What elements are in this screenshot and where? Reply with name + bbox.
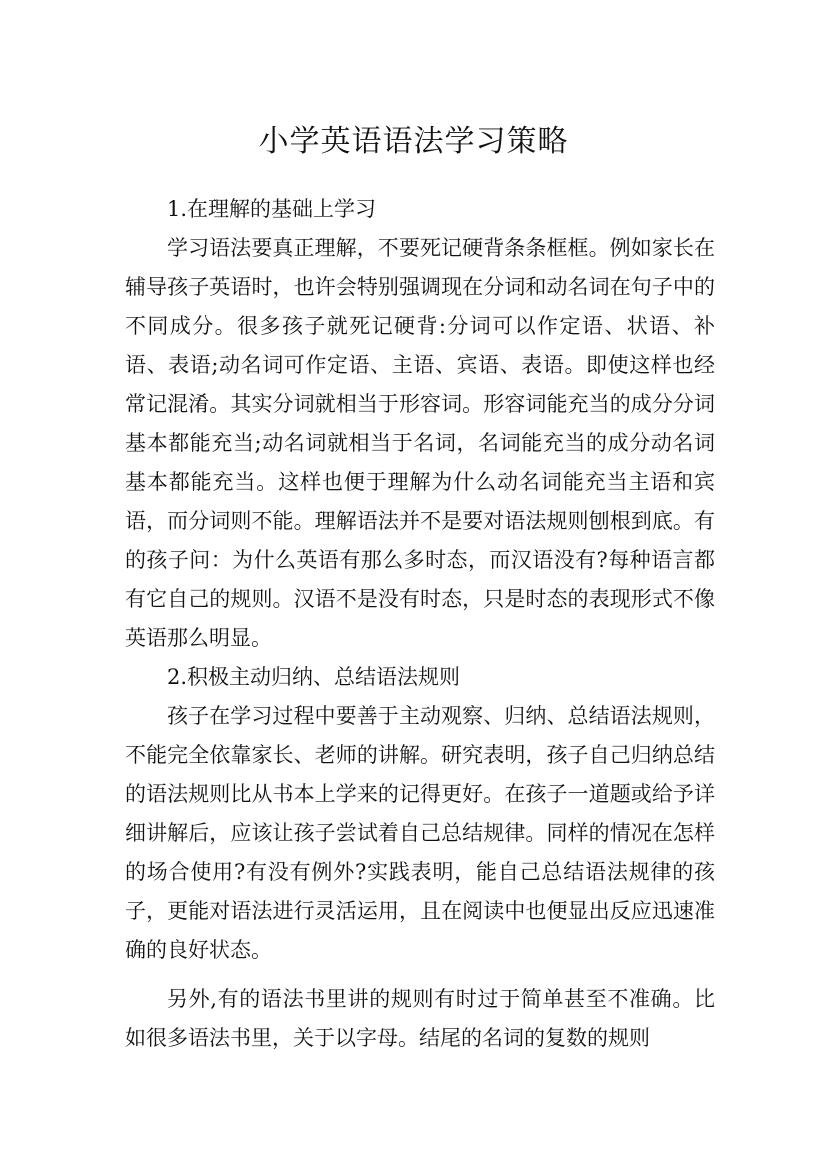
paragraph-gap xyxy=(125,970,715,980)
body-paragraph-1: 学习语法要真正理解，不要死记硬背条条框框。例如家长在辅导孩子英语时，也许会特别强调现在分词和动名词在句子中的不同成分。很多孩子就死记硬背:分词可以作定语、状语、补语、表语;动名词可作定语、主语、宾语、表语。即使这样也经常记混淆。其实分词就相当于形容词。形容词能充当的成分分词基本都能充当;动名词就相当于名词，名词能充当的成分动名词基本都能充当。这样也便于理解为什么动名词能充当主语和宾语，而分词则不能。理解语法并不是要对语法规则刨根到底。有的孩子问：为什么英语有那么多时态，而汉语没有?每种语言都有它自己的规则。汉语不是没有时态，只是时态的表现形式不像英语那么明显。 xyxy=(125,236,715,650)
body-paragraph-2: 孩子在学习过程中要善于主动观察、归纳、总结语法规则，不能完全依靠家长、老师的讲解。研究表明，孩子自己归纳总结的语法规则比从书本上学来的记得更好。在孩子一道题或给予详细讲解后，应该让孩子尝试着自己总结规律。同样的情况在怎样的场合使用?有没有例外?实践表明，能自己总结语法规律的孩子，更能对语法进行灵活运用，且在阅读中也便显出反应迅速准确的良好状态。 xyxy=(125,704,715,962)
document-title: 小学英语语法学习策略 xyxy=(258,124,569,160)
section-heading-2: 2.积极主动归纳、总结语法规则 xyxy=(167,665,461,689)
body-paragraph-3: 另外,有的语法书里讲的规则有时过于简单甚至不准确。比如很多语法书里，关于以字母。结尾的名词的复数的规则 xyxy=(125,987,715,1050)
document-body xyxy=(125,190,715,1058)
section-heading-1: 1.在理解的基础上学习 xyxy=(167,197,377,221)
